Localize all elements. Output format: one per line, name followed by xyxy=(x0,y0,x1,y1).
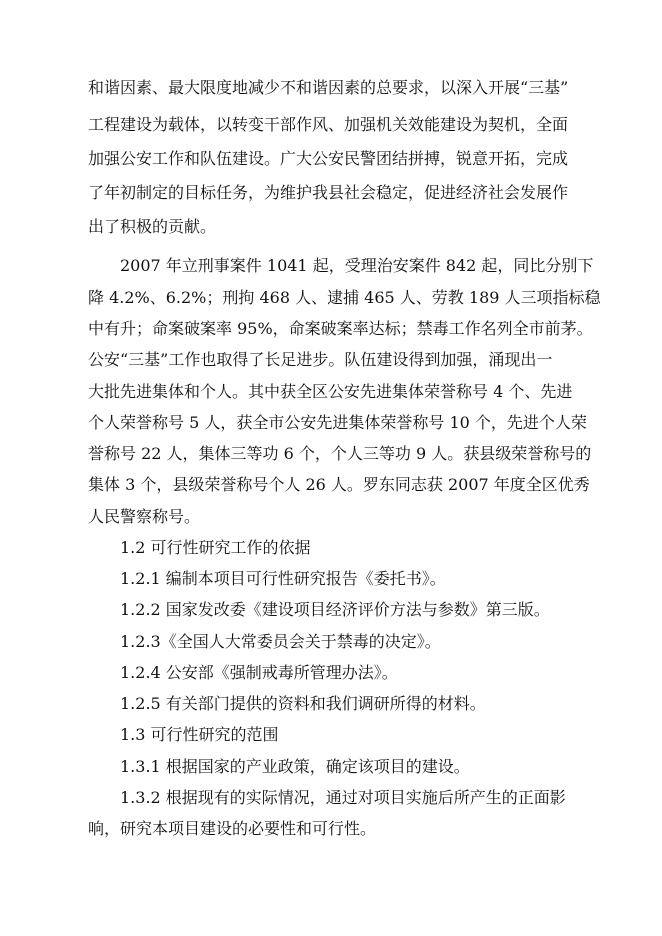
paragraph2-line: 个人荣誉称号 5 人，获全市公安先进集体荣誉称号 10 个，先进个人荣 xyxy=(88,413,587,432)
paragraph1-line: 出了积极的贡献。 xyxy=(88,217,217,236)
paragraph2-line: 集体 3 个，县级荣誉称号个人 26 人。罗东同志获 2007 年度全区优秀 xyxy=(88,475,590,494)
paragraph2-line: 降 4.2%、6.2%；刑拘 468 人、逮捕 465 人、劳教 189 人三项指标稳 xyxy=(88,288,601,307)
list-item: 1.3.1 根据国家的产业政策，确定该项目的建设。 xyxy=(120,757,470,776)
paragraph2-line: 公安“三基”工作也取得了长足进步。队伍建设得到加强，涌现出一 xyxy=(88,350,553,369)
paragraph1-line: 加强公安工作和队伍建设。广大公安民警团结拼搏，锐意开拓，完成 xyxy=(88,149,569,168)
list-item: 1.3.2 根据现有的实际情况，通过对项目实施后所产生的正面影 xyxy=(120,788,566,807)
list-item: 1.2.5 有关部门提供的资料和我们调研所得的材料。 xyxy=(120,694,486,713)
paragraph2-line: 大批先进集体和个人。其中获全区公安先进集体荣誉称号 4 个、先进 xyxy=(88,382,573,401)
list-item: 1.2.4 公安部《强制戒毒所管理办法》。 xyxy=(120,663,398,682)
paragraph2-line: 誉称号 22 人，集体三等功 6 个，个人三等功 9 人。获县级荣誉称号的 xyxy=(88,444,592,463)
paragraph1-line: 和谐因素、最大限度地减少不和谐因素的总要求，以深入开展“三基” xyxy=(88,78,569,97)
list-item: 1.2.3《全国人大常委员会关于禁毒的决定》。 xyxy=(120,632,441,651)
list-item-continuation: 响，研究本项目建设的必要性和可行性。 xyxy=(88,819,377,838)
paragraph2-line: 2007 年立刑事案件 1041 起，受理治安案件 842 起，同比分别下 xyxy=(120,256,594,275)
list-item: 1.2.2 国家发改委《建设项目经济评价方法与参数》第三版。 xyxy=(120,600,550,619)
paragraph1-line: 了年初制定的目标任务，为维护我县社会稳定，促进经济社会发展作 xyxy=(88,183,569,202)
paragraph2-line: 人民警察称号。 xyxy=(88,507,201,526)
section-heading: 1.2 可行性研究工作的依据 xyxy=(120,538,311,557)
section-heading: 1.3 可行性研究的范围 xyxy=(120,725,279,744)
paragraph1-line: 工程建设为载体，以转变干部作风、加强机关效能建设为契机，全面 xyxy=(88,115,569,134)
list-item: 1.2.1 编制本项目可行性研究报告《委托书》。 xyxy=(120,569,446,588)
paragraph2-line: 中有升；命案破案率 95%，命案破案率达标；禁毒工作名列全市前茅。 xyxy=(88,319,593,338)
